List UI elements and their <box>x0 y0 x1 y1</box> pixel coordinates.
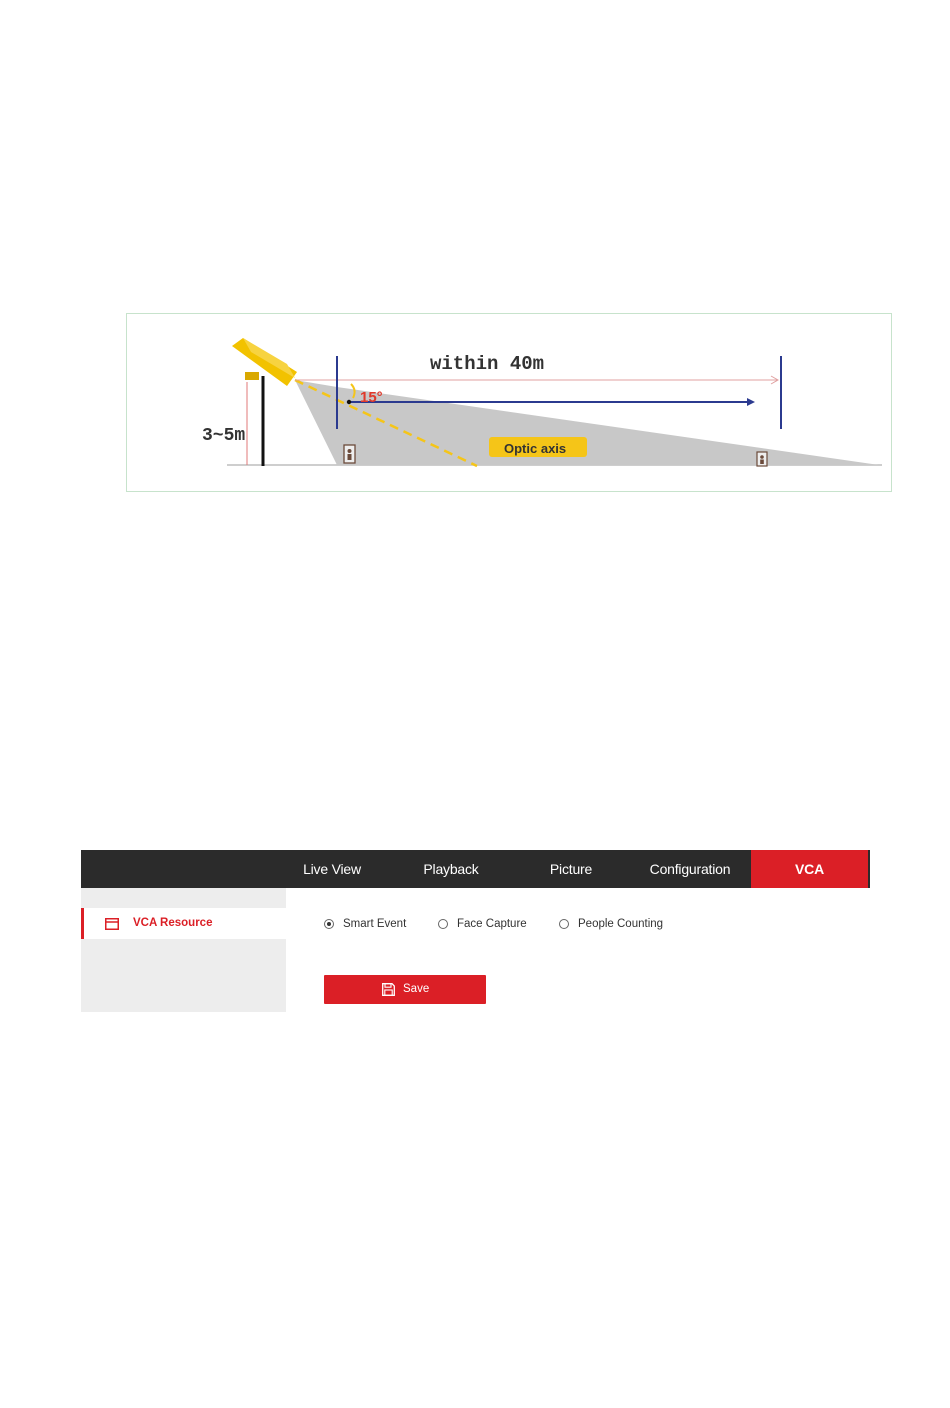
people-counting-option[interactable] <box>559 916 663 932</box>
nav-tab-live-view[interactable]: Live View <box>303 861 361 877</box>
camera-installation-diagram <box>126 313 892 492</box>
face-capture-option[interactable] <box>438 916 527 932</box>
height-label: 3~5m <box>202 426 246 446</box>
people-counting-label: People Counting <box>578 918 664 930</box>
smart-event-radio[interactable] <box>324 919 334 929</box>
vca-config-panel <box>81 850 870 1012</box>
face-capture-label: Face Capture <box>457 918 527 930</box>
window-icon <box>105 918 119 930</box>
smart-event-label: Smart Event <box>343 918 407 930</box>
save-button[interactable] <box>324 975 486 1004</box>
near-person-icon <box>344 445 355 463</box>
range-origin-dot <box>347 400 351 404</box>
nav-tab-vca[interactable]: VCA <box>751 850 868 888</box>
sidebar-item-vca-resource[interactable] <box>81 908 286 939</box>
nav-tab-configuration[interactable]: Configuration <box>649 861 731 877</box>
nav-tab-playback[interactable]: Playback <box>423 861 479 877</box>
floppy-disk-icon <box>382 983 395 996</box>
sidebar-item-label: VCA Resource <box>133 917 213 929</box>
smart-event-option[interactable] <box>324 916 406 932</box>
top-navigation-bar <box>81 850 870 888</box>
angle-label: 15° <box>360 389 383 406</box>
sidebar <box>81 888 286 1012</box>
people-counting-radio[interactable] <box>559 919 569 929</box>
nav-tab-picture[interactable]: Picture <box>549 861 593 877</box>
range-arrow-head <box>747 398 755 406</box>
vca-resource-content <box>286 888 870 1012</box>
optic-axis-label: Optic axis <box>504 441 567 456</box>
far-person-icon <box>757 452 767 466</box>
save-button-label: Save <box>403 983 430 995</box>
distance-label: within 40m <box>430 353 545 375</box>
face-capture-radio[interactable] <box>438 919 448 929</box>
